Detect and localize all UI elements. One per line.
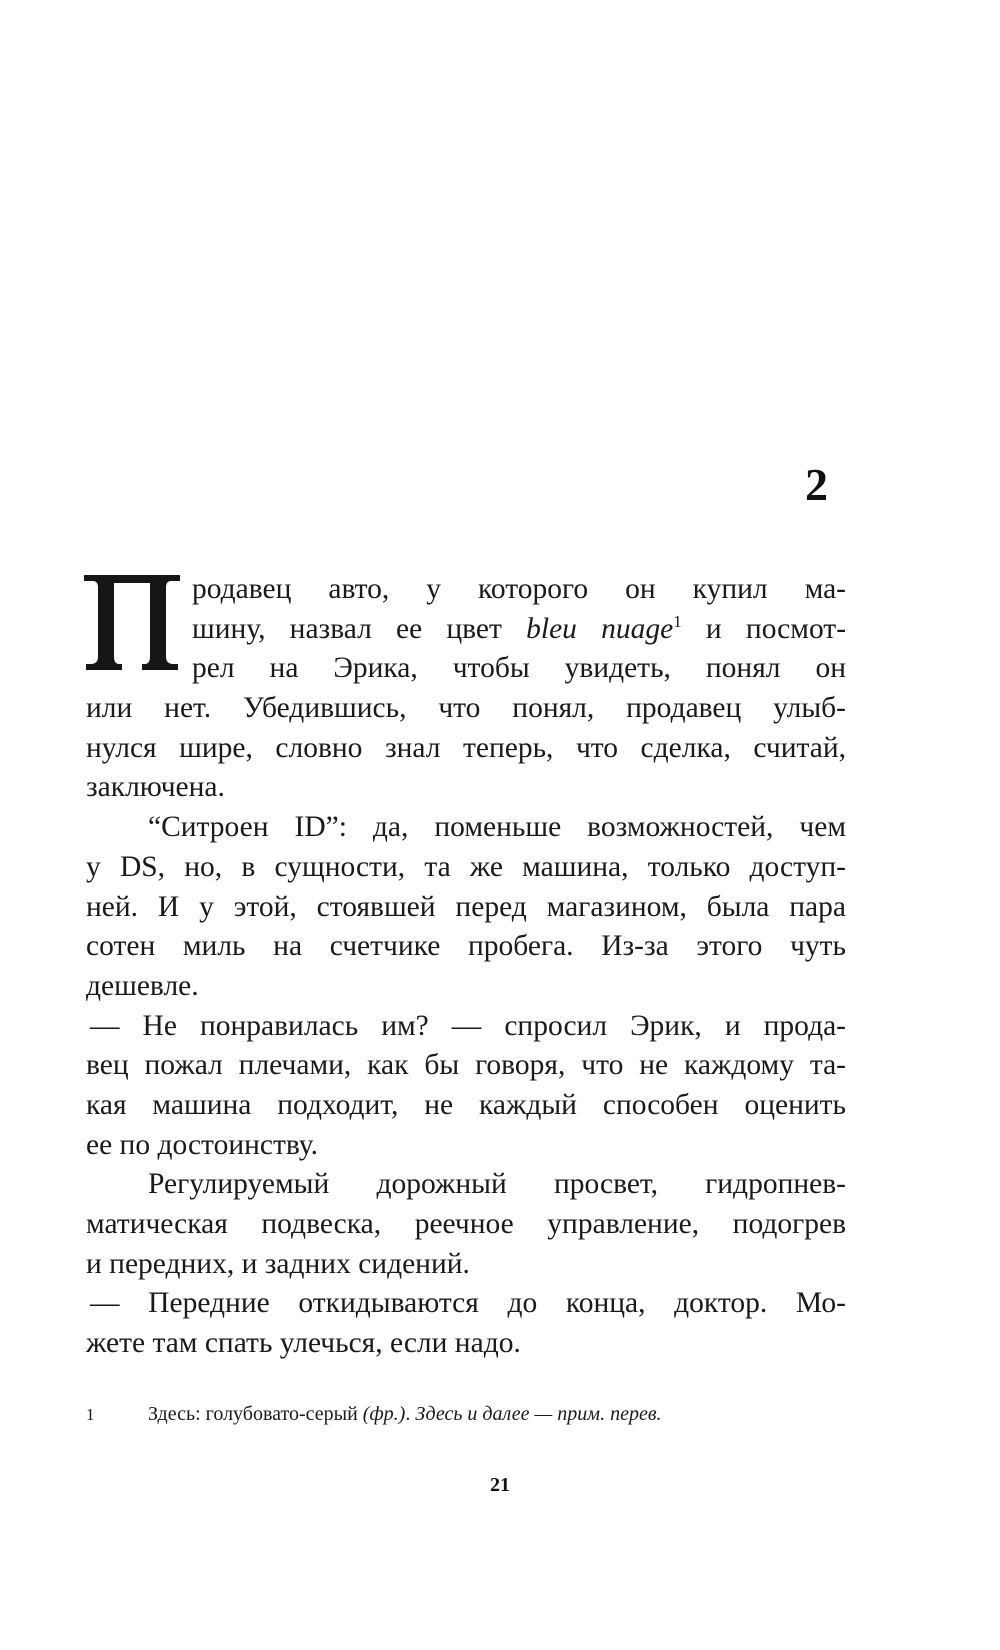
footnote-text: Здесь: голубовато-серый	[148, 1403, 363, 1425]
body-line: родавец авто, у которого он купил ма-	[192, 573, 846, 605]
body-line: Регулируемый дорожный просвет, гидропнев-	[148, 1168, 846, 1201]
footnote	[86, 1400, 846, 1429]
dialogue-line: — Передние откидываются до конца, доктор. Мо-	[90, 1287, 846, 1320]
body-line: заключена.	[86, 771, 225, 804]
footnote-number: 1	[86, 1405, 95, 1424]
body-line: жете там спать улечься, если надо.	[86, 1327, 521, 1360]
dialogue-line: — Не понравилась им? — спросил Эрик, и прода-	[90, 1009, 846, 1042]
footnote-translator-note: Здесь и далее — прим. перев.	[415, 1403, 662, 1425]
body-line: сотен миль на счетчике пробега. Из-за этого чуть	[86, 930, 846, 963]
chapter-number: 2	[805, 459, 828, 510]
footnote-language-note: (фр.)	[362, 1403, 406, 1425]
body-line: дешевле.	[86, 969, 199, 1002]
body-line: рел на Эрика, чтобы увидеть, понял он	[192, 652, 846, 685]
body-line: нулся шире, словно знал теперь, что сделка, считай,	[86, 731, 846, 764]
body-line: ней. И у этой, стоявшей перед магазином, была пара	[86, 890, 846, 923]
footnote-separator: .	[405, 1403, 416, 1425]
body-line: у DS, но, в сущности, та же машина, только доступ-	[86, 850, 846, 883]
body-text	[86, 570, 846, 1364]
body-line: ее по достоинству.	[86, 1128, 318, 1161]
text-run: шину, назвал ее цвет	[192, 612, 502, 645]
body-line: “Ситроен ID”: да, поменьше возможностей, чем	[148, 811, 846, 844]
body-line: и передних, и задних сидений.	[86, 1247, 470, 1280]
body-line: матическая подвеска, реечное управление, подогрев	[86, 1208, 846, 1240]
body-line: вец пожал плечами, как бы говоря, что не каждому та-	[86, 1049, 846, 1082]
italic-term: bleu nuage	[526, 612, 674, 645]
body-line: или нет. Убедившись, что понял, продавец улыб-	[86, 692, 846, 725]
body-line: кая машина подходит, не каждый способен оценить	[86, 1088, 846, 1121]
footnote-reference[interactable]: 1	[673, 611, 682, 631]
page-number: 21	[490, 1474, 510, 1496]
body-line-with-footnote	[86, 610, 846, 650]
text-run: и посмот-	[705, 612, 847, 645]
